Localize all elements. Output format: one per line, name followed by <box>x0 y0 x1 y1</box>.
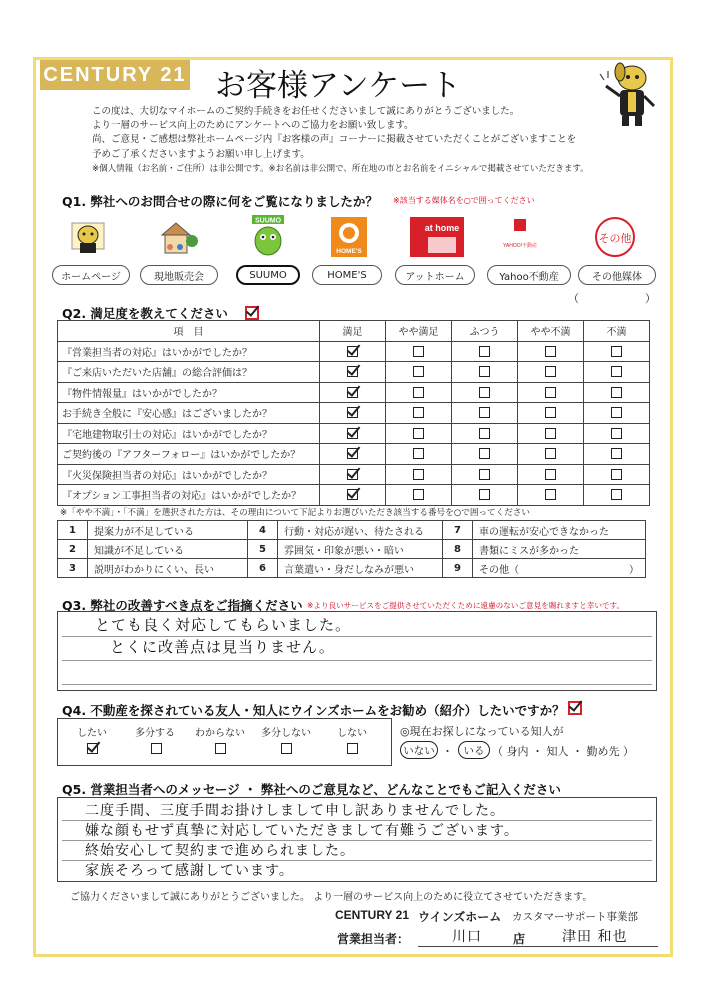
department-name: カスタマーサポート事業部 <box>512 911 638 923</box>
checkbox-checked[interactable] <box>347 469 358 480</box>
checkbox[interactable] <box>611 428 622 439</box>
suumo-icon-text: SUUMO <box>254 217 282 225</box>
writing-line <box>62 684 652 685</box>
q4-checkbox[interactable] <box>347 743 358 754</box>
q5-handwritten-line: 嫌な顔もせず真摯に対応していただきまして有難うございます。 <box>85 823 519 839</box>
row-label: ご契約後の『アフターフォロー』はいかがでしたか？ <box>58 444 320 465</box>
media-yahoo <box>475 215 565 262</box>
checkbox-checked[interactable] <box>347 407 358 418</box>
homepage-icon <box>66 215 110 259</box>
q5-heading: Q5. 営業担当者へのメッセージ ・ 弊社へのご意見など、どんなことでもご記入ください <box>62 782 561 797</box>
q1-option-homes[interactable]: HOME'S <box>312 265 382 285</box>
q1-option-suumo-selected[interactable]: SUUMO <box>236 265 300 285</box>
q1-option-open-house[interactable]: 現地販売会 <box>140 265 218 285</box>
reason-text[interactable]: 知識が不足している <box>88 540 248 559</box>
media-suumo <box>223 215 313 262</box>
staff-name-handwritten: 津田 和也 <box>562 929 628 945</box>
checkbox[interactable] <box>611 387 622 398</box>
q1-heading: Q1. 弊社へのお問合せの際に何をご覧になりましたか？ <box>62 194 378 209</box>
company-name: ウインズホーム <box>418 910 502 924</box>
thanks-message: ご協力くださいまして誠にありがとうございました。 より一層のサービス向上のために役立てさせていただきます。 <box>70 892 593 903</box>
other-icon-text: その他 <box>598 232 632 245</box>
checkbox[interactable] <box>611 448 622 459</box>
q4-checkbox[interactable] <box>151 743 162 754</box>
table-row <box>58 521 646 540</box>
checkbox-checked[interactable] <box>347 346 358 357</box>
checkbox-checked[interactable] <box>347 387 358 398</box>
q5-handwritten-line: 二度手間、三度手間お掛けしまして申し訳ありませんでした。 <box>85 803 505 819</box>
checkbox[interactable] <box>479 407 490 418</box>
friend-some-option[interactable]: いる <box>458 741 490 759</box>
checkbox[interactable] <box>479 366 490 377</box>
row-label: お手続き全般に『安心感』はございましたか？ <box>58 403 320 424</box>
reason-text[interactable]: 説明がわかりにくい、長い <box>88 559 248 578</box>
reason-number: 8 <box>443 540 473 559</box>
q4-option-label: わからない <box>195 728 245 739</box>
checkbox[interactable] <box>545 366 556 377</box>
row-label: 『ご来店いただいた店舗』の総合評価は？ <box>58 362 320 383</box>
other-media-icon <box>593 215 637 259</box>
table-row <box>58 423 650 444</box>
checkbox[interactable] <box>413 448 424 459</box>
table-row <box>58 382 650 403</box>
checkbox[interactable] <box>545 407 556 418</box>
q3-heading: Q3. 弊社の改善すべき点をご指摘ください <box>62 598 303 613</box>
q1-option-athome[interactable]: アットホーム <box>395 265 475 285</box>
reason-number: 5 <box>248 540 278 559</box>
checkbox[interactable] <box>545 387 556 398</box>
checkbox-checked[interactable] <box>347 428 358 439</box>
checkbox[interactable] <box>545 448 556 459</box>
q4-option-label: しない <box>337 728 367 739</box>
branch-suffix: 店 <box>513 932 526 946</box>
column-header: やや不満 <box>518 321 584 342</box>
q1-option-homepage[interactable]: ホームページ <box>52 265 130 285</box>
reason-number: 1 <box>58 521 88 540</box>
reason-number: 9 <box>443 559 473 578</box>
media-athome <box>387 215 477 262</box>
athome-icon <box>400 215 464 259</box>
yahoo-realestate-icon <box>498 215 542 259</box>
checkbox[interactable] <box>479 387 490 398</box>
q4-checkbox[interactable] <box>215 743 226 754</box>
q3-handwritten-line: とても良く対応してもらいました。 <box>95 616 352 634</box>
intro-line: この度は、大切なマイホームのご契約手続きをお任せくださいまして誠にありがとうございました。 <box>92 106 520 117</box>
row-label: 『オプション工事担当者の対応』はいかがでしたか？ <box>58 485 320 506</box>
q3-note: ※より良いサービスをご提供させていただくために遠慮のないご意見を賜れますと幸いです。 <box>307 601 625 610</box>
checkbox[interactable] <box>611 489 622 500</box>
checkbox[interactable] <box>413 366 424 377</box>
q2-heading: Q2. 満足度を教えてください <box>62 306 228 321</box>
q1-note: ※該当する媒体名を○で囲ってください <box>393 196 535 205</box>
homes-icon-text: HOME'S <box>336 248 362 255</box>
intro-line: ※個人情報（お名前・ご住所）は非公開です。※お名前は非公開で、所在地の市とお名前をイニシャルで掲載させていただきます。 <box>92 163 589 174</box>
q4-checkbox-checked[interactable] <box>87 743 98 754</box>
checkbox-checked[interactable] <box>347 489 358 500</box>
reason-text[interactable]: 書類にミスが多かった <box>473 540 646 559</box>
checkbox[interactable] <box>611 407 622 418</box>
suumo-icon <box>246 215 290 259</box>
column-header: 不満 <box>584 321 650 342</box>
checkbox-checked[interactable] <box>347 448 358 459</box>
reason-text[interactable]: 行動・対応が遅い、待たされる <box>278 521 443 540</box>
branch-handwritten: 川口 <box>452 929 482 945</box>
reason-number: 6 <box>248 559 278 578</box>
checkbox[interactable] <box>413 387 424 398</box>
checkbox[interactable] <box>611 346 622 357</box>
column-header: やや満足 <box>386 321 452 342</box>
table-row <box>58 464 650 485</box>
checkbox[interactable] <box>413 346 424 357</box>
checkbox[interactable] <box>413 407 424 418</box>
column-header: ふつう <box>452 321 518 342</box>
q1-option-yahoo[interactable]: Yahoo不動産 <box>487 265 571 285</box>
media-homes <box>304 215 394 262</box>
q4-answered-checkbox <box>568 701 582 715</box>
century21-logo: CENTURY 21 <box>40 60 190 90</box>
page-title: お客様アンケート <box>215 68 462 104</box>
checkbox[interactable] <box>413 469 424 480</box>
homes-icon <box>327 215 371 259</box>
q5-handwritten-line: 終始安心して契約まで進められました。 <box>85 843 355 859</box>
yahoo-icon-text: YAHOO!不動産 <box>502 243 538 249</box>
q1-other-paren: （ ） <box>568 292 656 305</box>
reason-number: 2 <box>58 540 88 559</box>
row-label: 『営業担当者の対応』はいかがでしたか？ <box>58 341 320 362</box>
table-row <box>58 559 646 578</box>
checkbox[interactable] <box>611 469 622 480</box>
intro-line: より一層のサービス向上のためにアンケートへのご協力をお願い致します。 <box>92 120 414 132</box>
row-label: 『物件情報量』はいかがでしたか？ <box>58 382 320 403</box>
reason-note: ※「やや不満」・「不満」を選択された方は、その理由について下記よりお選びいただき該当する番号を○で囲ってください <box>60 508 530 518</box>
table-row <box>58 341 650 362</box>
q4-option-label: したい <box>77 728 107 739</box>
reason-text[interactable]: 提案力が不足している <box>88 521 248 540</box>
checkbox-checked[interactable] <box>347 366 358 377</box>
table-row <box>58 403 650 424</box>
checkbox[interactable] <box>611 366 622 377</box>
athome-icon-text: at home <box>424 223 460 233</box>
reasons-table <box>57 520 646 578</box>
checkbox[interactable] <box>479 489 490 500</box>
q4-option-label: 多分しない <box>261 728 311 739</box>
satisfaction-table <box>57 320 650 506</box>
checkbox[interactable] <box>545 346 556 357</box>
row-label: 『宅地建物取引士の対応』はいかがでしたか？ <box>58 423 320 444</box>
row-label: 『火災保険担当者の対応』はいかがでしたか？ <box>58 464 320 485</box>
reason-text[interactable]: その他（ ） <box>473 559 646 578</box>
writing-line <box>62 660 652 661</box>
company-brand: CENTURY 21 <box>335 908 410 922</box>
staff-label: 営業担当者： <box>337 932 410 946</box>
friend-detail: （ 身内 ・ 知人 ・ 勤め先 ） <box>492 745 634 758</box>
checkbox[interactable] <box>413 489 424 500</box>
media-other <box>570 215 660 262</box>
staff-underline <box>418 946 658 947</box>
q4-friend-question: ◎現在お探しになっている知人が <box>400 725 564 738</box>
checkbox[interactable] <box>545 489 556 500</box>
q3-handwritten-line: とくに改善点は見当りません。 <box>110 638 335 656</box>
checkbox[interactable] <box>545 469 556 480</box>
intro-line: 予めご了承くださいますようお願い申し上げます。 <box>92 148 310 160</box>
checkbox[interactable] <box>479 346 490 357</box>
separator-dot: ・ <box>442 745 453 758</box>
q4-checkbox[interactable] <box>281 743 292 754</box>
table-header-row <box>58 321 650 342</box>
checkbox[interactable] <box>479 448 490 459</box>
q1-option-other[interactable]: その他媒体 <box>578 265 656 285</box>
column-header: 満足 <box>320 321 386 342</box>
table-row <box>58 485 650 506</box>
column-header: 項 目 <box>58 321 320 342</box>
q4-option-label: 多分する <box>135 728 175 739</box>
reason-text[interactable]: 雰囲気・印象が悪い・暗い <box>278 540 443 559</box>
reason-number: 3 <box>58 559 88 578</box>
reason-text[interactable]: 車の運転が安心できなかった <box>473 521 646 540</box>
checkbox[interactable] <box>479 469 490 480</box>
house-people-icon <box>156 215 200 259</box>
q4-heading: Q4. 不動産を探されている友人・知人にウインズホームをお勧め（紹介）したいですか？ <box>62 703 565 718</box>
q2-answered-checkbox <box>245 306 259 320</box>
intro-text <box>92 105 632 176</box>
reason-number: 4 <box>248 521 278 540</box>
reason-text[interactable]: 言葉遣い・身だしなみが悪い <box>278 559 443 578</box>
checkbox[interactable] <box>413 428 424 439</box>
checkbox[interactable] <box>479 428 490 439</box>
media-open-house <box>133 215 223 262</box>
table-row <box>58 362 650 383</box>
checkbox[interactable] <box>545 428 556 439</box>
media-homepage <box>43 215 133 262</box>
table-row <box>58 540 646 559</box>
q5-handwritten-line: 家族そろって感謝しています。 <box>85 863 294 879</box>
reason-number: 7 <box>443 521 473 540</box>
intro-line: 尚、ご意見・ご感想は弊社ホームページ内『お客様の声』コーナーに掲載させていただくことがございますことを <box>92 134 577 146</box>
table-row <box>58 444 650 465</box>
friend-none-option-selected[interactable]: いない <box>400 741 438 759</box>
